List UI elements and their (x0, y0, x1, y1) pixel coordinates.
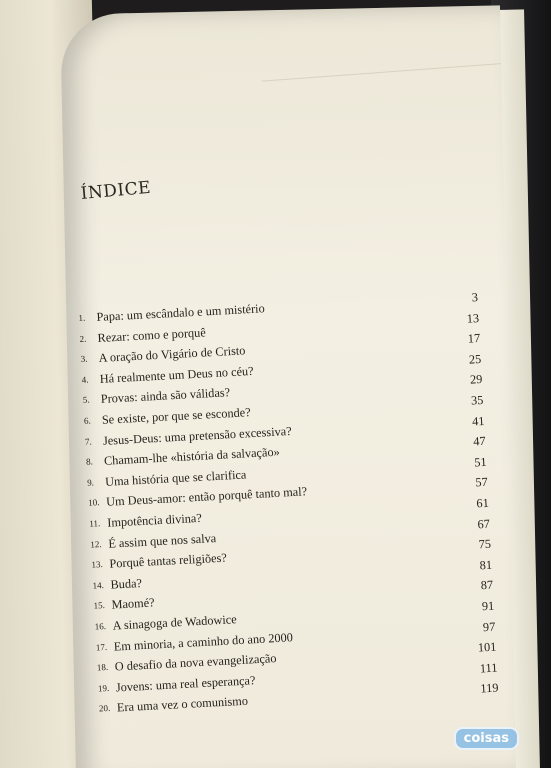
toc-entry-page: 51 (473, 454, 487, 470)
toc-entry-page: 111 (479, 660, 498, 676)
toc-entry-title: É assim que nos salva (107, 530, 217, 551)
toc-entry-title: Um Deus-amor: então porquê tanto mal? (105, 484, 308, 510)
toc-entry-number: 20. (98, 703, 111, 714)
toc-entry-number: 8. (85, 456, 94, 467)
toc-entry-number: 16. (94, 620, 107, 632)
show-through-header-rule (262, 63, 501, 82)
toc-entry-page: 75 (478, 536, 492, 552)
toc-entry-title: Maomé? (111, 595, 155, 612)
toc-entry-title: Papa: um escândalo e um mistério (96, 301, 265, 325)
toc-entry-title: Há realmente um Deus no céu? (99, 363, 254, 386)
toc-entry-page: 97 (482, 619, 496, 634)
toc-entry-title: Uma história que se clarifica (104, 467, 247, 489)
toc-entry-page: 119 (480, 680, 499, 696)
toc-entry-title: Era uma vez o comunismo (116, 693, 249, 715)
toc-entry-number: 9. (86, 477, 95, 488)
toc-entry-number: 12. (90, 538, 102, 550)
toc-entry-title: Impotência divina? (106, 510, 203, 530)
toc-entry-title: O desafio da nova evangelização (114, 651, 277, 674)
table-of-contents (78, 287, 509, 720)
toc-entry-number: 6. (83, 415, 91, 426)
watermark-logo: coisas (454, 727, 519, 750)
toc-entry-page: 67 (477, 516, 491, 531)
toc-entry-title: A sinagoga de Wadowice (112, 612, 237, 633)
toc-entry-title: Chamam-lhe «história da salvação» (103, 444, 281, 468)
index-heading: ÍNDICE (80, 177, 152, 204)
toc-entry-page: 17 (467, 331, 481, 346)
toc-entry-page: 3 (471, 290, 479, 305)
toc-entry-page: 87 (480, 577, 494, 593)
toc-entry-number: 5. (82, 394, 90, 406)
toc-entry-number: 11. (89, 518, 101, 529)
toc-entry-title: Rezar: como e porquê (97, 324, 207, 345)
toc-entry-page: 41 (471, 413, 485, 429)
toc-entry-page: 61 (476, 495, 490, 511)
toc-entry-page: 29 (469, 372, 483, 387)
toc-entry-page: 57 (475, 475, 489, 490)
toc-entry-title: Porquê tantas religiões? (109, 550, 228, 571)
toc-entry-number: 18. (96, 662, 109, 673)
toc-entry-page: 47 (472, 434, 486, 449)
toc-entry-number: 15. (93, 600, 106, 611)
toc-entry-title: Provas: ainda são válidas? (100, 385, 231, 407)
toc-entry-number: 1. (78, 312, 86, 323)
toc-entry-title: Buda? (110, 575, 143, 592)
toc-entry-title: A oração do Vigário de Cristo (98, 343, 246, 366)
toc-entry-title: Se existe, por que se esconde? (101, 405, 251, 427)
toc-entry-number: 17. (95, 641, 108, 653)
toc-entry-number: 13. (91, 559, 103, 570)
toc-entry-title: Jesus-Deus: uma pretensão excessiva? (102, 423, 292, 448)
toc-entry-title: Jovens: uma real esperança? (115, 672, 256, 695)
toc-entry-page: 13 (466, 310, 480, 326)
toc-entry-number: 2. (79, 333, 87, 344)
toc-entry-page: 25 (468, 351, 482, 367)
toc-entry-page: 91 (481, 598, 495, 614)
toc-entry-number: 19. (97, 682, 110, 694)
toc-entry-title: Em minoria, a caminho do ano 2000 (113, 629, 294, 654)
toc-entry-page: 101 (477, 639, 497, 655)
toc-entry-page: 35 (470, 392, 484, 408)
toc-entry-number: 10. (87, 497, 100, 509)
toc-entry-number: 7. (84, 436, 92, 447)
toc-entry-number: 3. (80, 353, 88, 365)
toc-entry-number: 14. (92, 579, 105, 591)
toc-entry-number: 4. (81, 374, 89, 385)
toc-entry-page: 81 (479, 557, 493, 573)
